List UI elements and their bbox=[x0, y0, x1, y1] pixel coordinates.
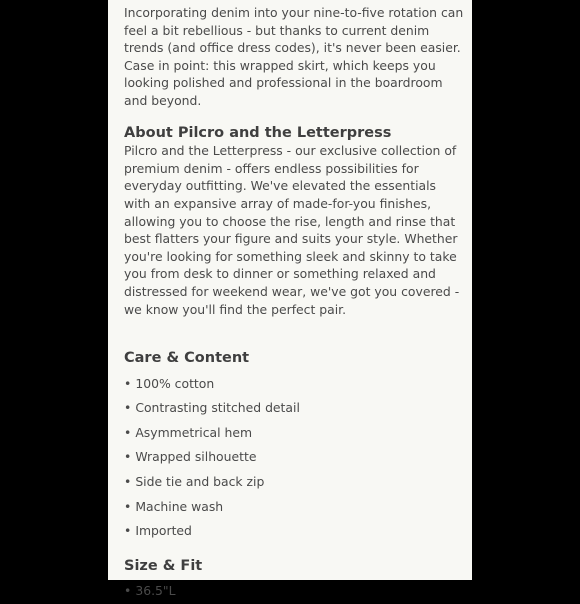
list-item bbox=[124, 396, 464, 421]
bullet-icon: • bbox=[124, 474, 132, 490]
bullet-icon: • bbox=[124, 424, 132, 440]
care-item-text: Imported bbox=[135, 523, 192, 539]
care-item-text: Side tie and back zip bbox=[135, 474, 265, 490]
care-item-text: 100% cotton bbox=[135, 375, 215, 391]
list-item bbox=[124, 372, 464, 397]
list-item bbox=[124, 495, 464, 520]
size-fit-heading: Size & Fit bbox=[124, 557, 203, 574]
bullet-icon: • bbox=[124, 583, 132, 599]
list-item bbox=[124, 445, 464, 470]
bullet-icon: • bbox=[124, 375, 132, 391]
list-item bbox=[124, 519, 464, 544]
care-content-heading: Care & Content bbox=[124, 350, 250, 367]
about-heading: About Pilcro and the Letterpress bbox=[124, 124, 392, 141]
about-paragraph: Pilcro and the Letterpress - our exclusive collection of premium denim - offers endless possibilities for everyday outfitting. We've elevated the essentials with an expansive array of made-for-you finishes, allowing you to choose the rise, length and rinse that best flatters your figure and suits your style. Whether you're looking for something sleek and skinny to take you from desk to dinner or something relaxed and distressed for weekend wear, we've got you covered - we know you'll find the perfect pair. bbox=[124, 143, 460, 317]
care-item-text: Wrapped silhouette bbox=[135, 449, 257, 465]
bullet-icon: • bbox=[124, 523, 132, 539]
product-description-content bbox=[124, 4, 464, 604]
care-item-text: Contrasting stitched detail bbox=[135, 400, 300, 416]
size-fit-list bbox=[124, 579, 464, 604]
bullet-icon: • bbox=[124, 498, 132, 514]
care-item-text: Machine wash bbox=[135, 498, 224, 514]
care-item-text: Asymmetrical hem bbox=[135, 424, 253, 440]
list-item bbox=[124, 579, 464, 604]
bullet-icon: • bbox=[124, 449, 132, 465]
list-item bbox=[124, 421, 464, 446]
bullet-icon: • bbox=[124, 400, 132, 416]
product-description-panel bbox=[108, 0, 472, 599]
care-content-list bbox=[124, 372, 464, 544]
intro-paragraph: Incorporating denim into your nine-to-five rotation can feel a bit rebellious - but thanks to current denim trends (and office dress codes), it's never been easier. Case in point: this wrapped skirt, which keeps you looking polished and professional in the boardroom and beyond. bbox=[124, 5, 464, 108]
list-item bbox=[124, 470, 464, 495]
size-item-text: 36.5"L bbox=[135, 583, 176, 599]
